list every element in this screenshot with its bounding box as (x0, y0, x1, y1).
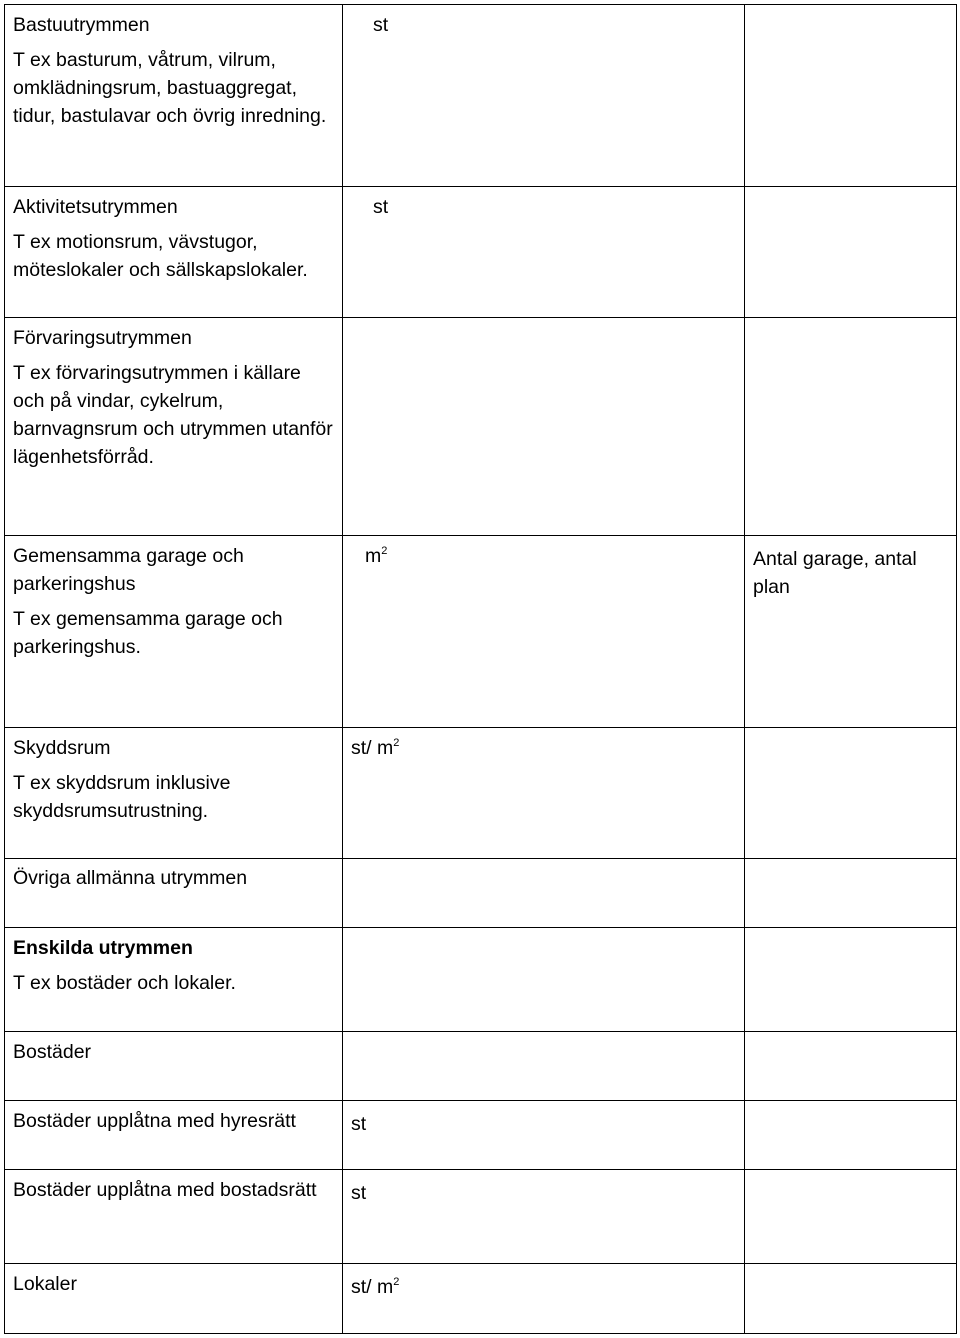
unit-cell (343, 1170, 745, 1264)
table-row (5, 859, 957, 928)
table-row (5, 728, 957, 859)
category-description: T ex bostäder och lokaler. (13, 972, 236, 994)
unit-label: st/ $m^2$ (351, 1276, 400, 1298)
table-row (5, 536, 957, 728)
category-cell (5, 728, 343, 859)
note-cell (745, 1264, 957, 1334)
category-cell (5, 5, 343, 187)
category-cell (5, 187, 343, 318)
space-table (4, 4, 957, 1334)
unit-cell (343, 728, 745, 859)
category-title: Bostäder (13, 1041, 92, 1063)
unit-cell (343, 187, 745, 318)
category-title: Bastuutrymmen (13, 14, 150, 36)
unit-cell (343, 928, 745, 1032)
category-title: Bostäder upplåtna med hyresrätt (13, 1110, 296, 1132)
category-title: Bostäder upplåtna med bostadsrätt (13, 1179, 317, 1201)
unit-cell (343, 536, 745, 728)
note-cell (745, 318, 957, 536)
unit-cell (343, 1032, 745, 1101)
note-cell (745, 928, 957, 1032)
note-cell (745, 5, 957, 187)
category-cell (5, 536, 343, 728)
note-cell (745, 728, 957, 859)
category-cell (5, 859, 343, 928)
note-cell (745, 1170, 957, 1264)
table-row (5, 1032, 957, 1101)
unit-cell (343, 5, 745, 187)
unit-label: st (373, 196, 389, 218)
category-title: Skyddsrum (13, 737, 111, 759)
category-cell (5, 1170, 343, 1264)
category-cell (5, 928, 343, 1032)
category-title: Lokaler (13, 1273, 77, 1295)
note-cell (745, 1101, 957, 1170)
note-cell (745, 859, 957, 928)
category-cell (5, 1101, 343, 1170)
table-row (5, 1170, 957, 1264)
unit-cell (343, 318, 745, 536)
unit-label: st/ $m^2$ (351, 737, 400, 759)
category-cell (5, 1264, 343, 1334)
category-description: T ex motionsrum, vävstugor, möteslokaler och sällskapslokaler. (13, 231, 308, 281)
unit-cell (343, 1264, 745, 1334)
category-title: Förvaringsutrymmen (13, 327, 192, 349)
unit-label: $m^2$ (365, 545, 388, 567)
section-heading: Enskilda utrymmen (13, 937, 193, 959)
note-cell (745, 187, 957, 318)
note-label: Antal garage, antal plan (753, 548, 917, 598)
unit-cell (343, 859, 745, 928)
unit-cell (343, 1101, 745, 1170)
table-row (5, 1264, 957, 1334)
table-row (5, 1101, 957, 1170)
category-description: T ex basturum, våtrum, vilrum, omklädningsrum, bastuaggregat, tidur, bastulavar och övrig inredning. (13, 49, 327, 127)
table-row (5, 318, 957, 536)
unit-label: st (351, 1182, 367, 1204)
category-description: T ex skyddsrum inklusive skyddsrumsutrustning. (13, 772, 231, 822)
category-cell (5, 1032, 343, 1101)
category-title: Aktivitetsutrymmen (13, 196, 178, 218)
category-title: Övriga allmänna utrymmen (13, 867, 248, 889)
note-cell (745, 536, 957, 728)
table-row (5, 187, 957, 318)
category-title: Gemensamma garage och parkeringshus (13, 545, 244, 595)
category-description: T ex gemensamma garage och parkeringshus. (13, 608, 283, 658)
category-cell (5, 318, 343, 536)
unit-label: st (373, 14, 389, 36)
table-row (5, 928, 957, 1032)
category-description: T ex förvaringsutrymmen i källare och på vindar, cykelrum, barnvagnsrum och utrymmen utanför lägenhetsförråd. (13, 362, 333, 468)
unit-label: st (351, 1113, 367, 1135)
note-cell (745, 1032, 957, 1101)
table-row (5, 5, 957, 187)
